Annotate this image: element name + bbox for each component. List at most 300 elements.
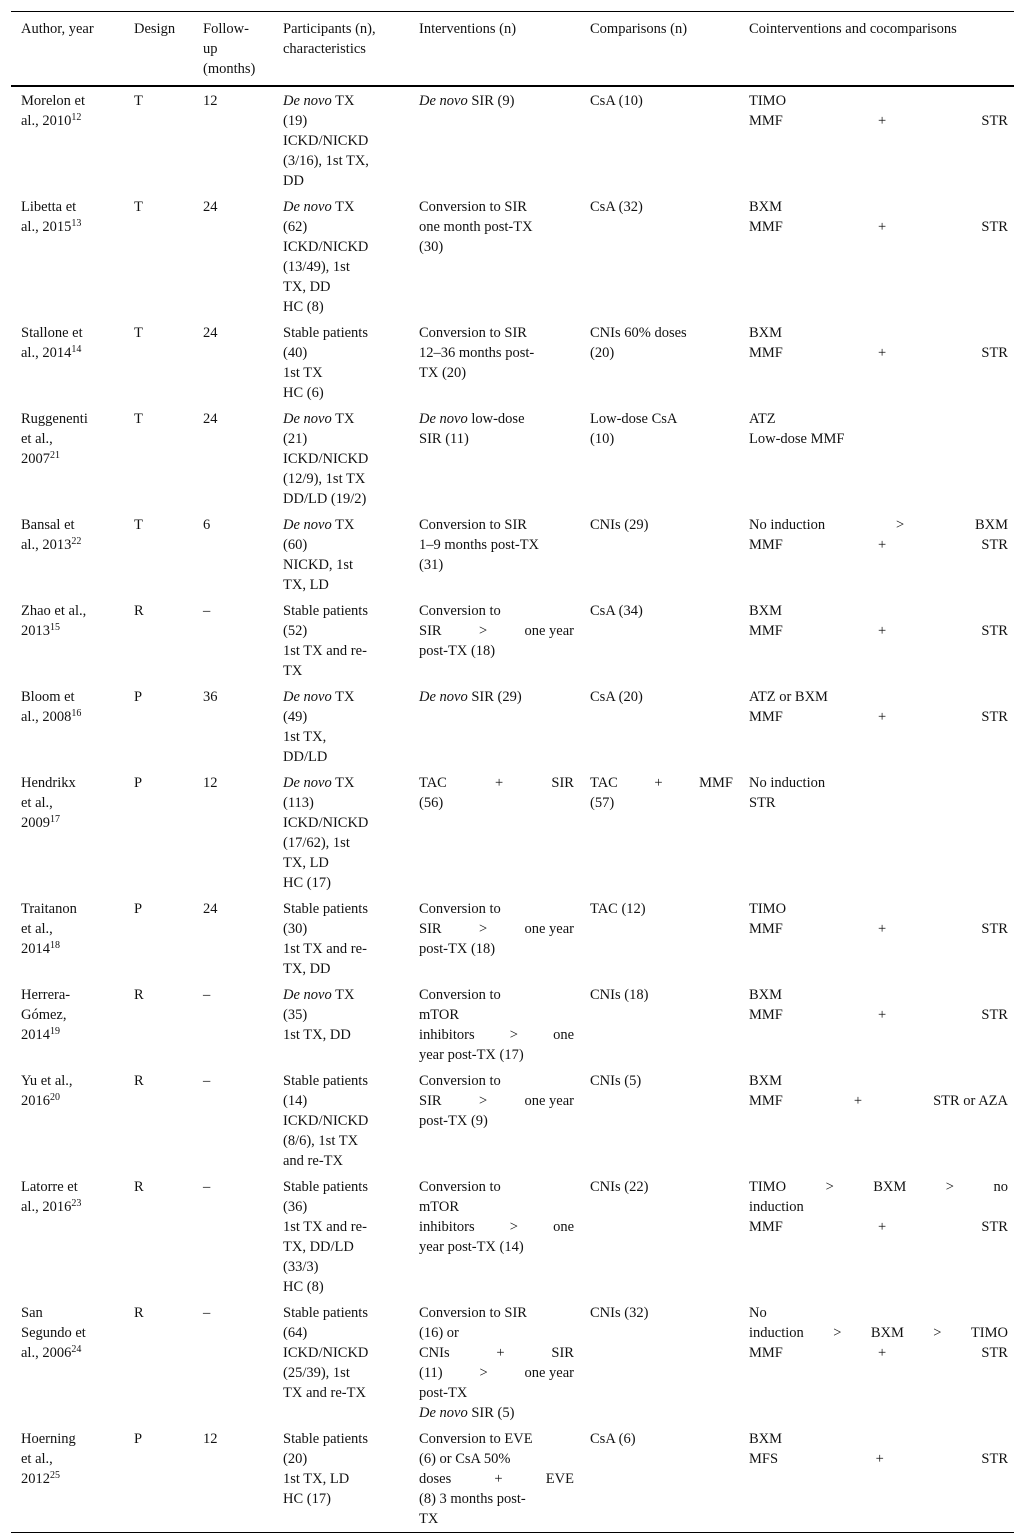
justified-line [749,1177,1008,1197]
cell-text: ICKD/NICKD [283,1113,369,1129]
author-cell [11,1300,124,1426]
cell-line [419,939,574,959]
cell-text: Conversion to SIR [419,1305,527,1321]
cell-text: year post-TX (14) [419,1239,524,1255]
cell-text: TX [331,987,355,1003]
cell-text: (49) [283,709,308,725]
cell-text: low-dose [467,411,525,427]
cell-line [283,1489,403,1509]
cell-text: (19) [283,113,308,129]
cell-line [283,621,403,641]
cell-line [419,1303,574,1323]
cell-word: (11) [419,1365,443,1381]
author-cell [11,86,124,194]
comparisons-cell [580,896,739,982]
interventions-cell [409,1068,580,1174]
table-row [11,684,1014,770]
cell-text: mTOR [419,1199,460,1215]
cell-line [283,515,403,535]
table-row [11,1426,1014,1533]
cell-word: MMF [749,219,783,235]
cointerventions-cell [739,194,1014,320]
cell-line [283,217,403,237]
followup-cell: – [203,603,211,619]
cell-text: Low-dose CsA [590,411,678,427]
cell-line [283,1217,403,1237]
cell-text: Conversion to [419,1179,501,1195]
interventions-cell [409,1426,580,1533]
cell-line [590,1303,733,1323]
author-text: et al., [21,795,53,811]
cell-line [283,873,403,893]
cell-word: BXM [873,1179,907,1195]
cell-line [283,601,403,621]
followup-cell: – [203,987,211,1003]
cell-word: + [875,1451,884,1467]
comparisons-cell [580,512,739,598]
header-line: characteristics [283,41,366,57]
cell-line [283,1177,403,1197]
cell-text: TX [331,775,355,791]
interventions-cell [409,598,580,684]
reference-number: 21 [50,450,60,461]
comparisons-cell [580,194,739,320]
cell-line [590,91,733,111]
cell-line [419,515,574,535]
cell-text: (25/39), 1st [283,1365,350,1381]
cointerventions-cell [739,320,1014,406]
column-header [409,12,580,87]
cell-text: ICKD/NICKD [283,239,369,255]
author-line [21,409,118,429]
author-text: 2007 [21,451,50,467]
cell-word: + [878,1219,887,1235]
cell-text: (20) [590,345,615,361]
author-line [21,793,118,813]
cell-word: inhibitors [419,1219,475,1235]
cell-word: STR or AZA [933,1093,1008,1109]
cell-line [283,1237,403,1257]
followup-cell: 12 [203,93,218,109]
cell-text: (6) or CsA 50% [419,1451,511,1467]
cell-word: > [933,1325,942,1341]
cell-line [283,853,403,873]
cell-word: + [495,775,504,791]
cell-text: (30) [419,239,444,255]
table-body [11,86,1014,1533]
author-line [21,1025,118,1045]
cell-word: > [478,623,488,639]
cell-line [283,1197,403,1217]
cell-line [283,363,403,383]
interventions-cell [409,86,580,194]
cell-line [419,1449,574,1469]
cell-word: MMF [749,921,783,937]
cell-line [283,343,403,363]
cell-text: SIR (11) [419,431,469,447]
column-header [193,12,273,87]
reference-number: 19 [50,1026,60,1037]
cell-word: SIR [551,775,574,791]
reference-number: 17 [50,814,60,825]
cell-word: > [509,1027,518,1043]
followup-cell: 24 [203,325,218,341]
author-text: Libetta et [21,199,77,215]
cell-line [283,151,403,171]
cell-text: (35) [283,1007,308,1023]
cell-text: (8/6), 1st TX [283,1133,359,1149]
cell-text: BXM [749,199,783,215]
design-cell: T [134,325,143,341]
cell-text: BXM [749,1431,783,1447]
design-cell: R [134,1179,144,1195]
studies-table [11,11,1014,1533]
interventions-cell [409,982,580,1068]
justified-line [749,621,1008,641]
justified-line [749,1323,1008,1343]
author-text: Yu et al., [21,1073,73,1089]
italic-term: De novo [419,689,468,705]
cell-text: Conversion to [419,1073,501,1089]
table-header [11,12,1014,87]
author-cell [11,684,124,770]
cell-word: + [878,219,887,235]
cell-text: STR [749,795,776,811]
cell-text: post-TX (18) [419,643,496,659]
cell-line [419,217,574,237]
cell-line [419,323,574,343]
cell-line [419,197,574,217]
design-cell: T [134,517,143,533]
author-cell [11,1174,124,1300]
comparisons-cell [580,982,739,1068]
cell-text: (113) [283,795,314,811]
cell-text: (21) [283,431,308,447]
followup-cell: 24 [203,199,218,215]
cointerventions-cell [739,86,1014,194]
cell-word: SIR [419,1093,442,1109]
participants-cell [273,684,409,770]
cell-text: Conversion to SIR [419,325,527,341]
cell-text: ATZ [749,411,776,427]
cell-word: STR [981,113,1008,129]
cell-word: one year [524,1365,574,1381]
table-row [11,1174,1014,1300]
cell-text: post-TX [419,1385,468,1401]
cell-line [749,1197,1008,1217]
cell-word: + [494,1471,503,1487]
cell-line [283,1111,403,1131]
italic-term: De novo [283,689,332,705]
cell-line [419,1237,574,1257]
cell-text: TIMO [749,93,787,109]
cell-line [283,489,403,509]
column-header [273,12,409,87]
cell-text: ICKD/NICKD [283,815,369,831]
author-text: Bansal et [21,517,75,533]
followup-cell: 24 [203,411,218,427]
justified-line [749,343,1008,363]
cell-word: TIMO [970,1325,1008,1341]
cell-line [283,1383,403,1403]
cell-text: HC (17) [283,875,331,891]
cell-word: + [878,345,887,361]
italic-term: De novo [419,411,468,427]
cell-line [283,939,403,959]
cell-word: MMF [749,1345,783,1361]
comparisons-cell [580,770,739,896]
cell-text: NICKD, 1st [283,557,354,573]
table-row [11,982,1014,1068]
cell-text: HC (8) [283,1279,324,1295]
reference-number: 25 [50,1470,60,1481]
cell-text: TX, LD [283,577,329,593]
cell-text: No [749,1305,767,1321]
cell-text: CsA (34) [590,603,643,619]
header-line: Follow- [203,21,249,37]
cell-line [419,1045,574,1065]
cell-text: CsA (10) [590,93,643,109]
cell-text: TX, DD/LD [283,1239,354,1255]
author-line [21,449,118,469]
author-cell [11,1068,124,1174]
cell-line [590,343,733,363]
author-text: Hoerning [21,1431,76,1447]
author-cell [11,320,124,406]
author-line [21,217,118,237]
cell-line [590,1429,733,1449]
table-row [11,1068,1014,1174]
cell-word: doses [419,1471,452,1487]
cell-text: (64) [283,1325,308,1341]
cell-text: (60) [283,537,308,553]
author-text: et al., [21,1451,53,1467]
cell-line [590,985,733,1005]
cell-word: + [878,921,887,937]
author-text: Traitanon [21,901,77,917]
cell-word: TIMO [749,1179,787,1195]
cell-line [419,899,574,919]
cell-line [283,555,403,575]
author-cell [11,598,124,684]
author-line [21,621,118,641]
author-cell [11,1426,124,1533]
comparisons-cell [580,684,739,770]
cell-line [749,429,1008,449]
author-text: al., 2015 [21,219,72,235]
author-line [21,985,118,1005]
cell-text: SIR (5) [467,1405,515,1421]
author-line [21,1343,118,1363]
cell-text: CNIs (18) [590,987,649,1003]
justified-line [749,535,1008,555]
cell-word: + [878,1007,887,1023]
cell-line [283,833,403,853]
comparisons-cell [580,86,739,194]
cell-line [283,1151,403,1171]
cointerventions-cell [739,1068,1014,1174]
cell-line [283,747,403,767]
justified-line [419,1217,574,1237]
participants-cell [273,1174,409,1300]
cell-text: CNIs (32) [590,1305,649,1321]
author-text: Herrera- [21,987,71,1003]
cell-line [283,323,403,343]
cell-text: Stable patients [283,603,368,619]
author-line [21,1449,118,1469]
header-row [11,12,1014,87]
cell-line [283,449,403,469]
reference-number: 14 [71,344,82,355]
table-row [11,512,1014,598]
participants-cell [273,512,409,598]
cell-text: Stable patients [283,1305,368,1321]
reference-number: 15 [50,622,60,633]
cell-text: Stable patients [283,1431,368,1447]
cell-line [283,197,403,217]
cell-line [283,575,403,595]
cell-line [419,601,574,621]
cell-word: MMF [749,345,783,361]
header-line: Participants (n), [283,21,376,37]
cell-text: post-TX (18) [419,941,496,957]
cell-line [283,1449,403,1469]
cell-text: Conversion to [419,901,501,917]
cell-text: Low-dose MMF [749,431,845,447]
cell-word: MMF [749,1093,783,1109]
header-line: Design [134,21,176,37]
interventions-cell [409,896,580,982]
cell-text: ATZ or BXM [749,689,828,705]
cell-text: 1st TX and re- [283,941,367,957]
cointerventions-cell [739,1426,1014,1533]
design-cell: P [134,1431,143,1447]
cell-text: TX, LD [283,855,329,871]
participants-cell [273,896,409,982]
reference-number: 18 [50,940,60,951]
cell-line [419,343,574,363]
justified-line [749,111,1008,131]
author-line [21,1303,118,1323]
cell-line [283,1323,403,1343]
reference-number: 20 [50,1092,60,1103]
italic-term: De novo [283,199,332,215]
justified-line [419,1343,574,1363]
cell-word: > [895,517,905,533]
cell-word: > [478,1093,488,1109]
author-text: al., 2006 [21,1345,72,1361]
justified-line [419,773,574,793]
cell-word: MMF [699,775,733,791]
cell-word: STR [981,921,1008,937]
cell-text: year post-TX (17) [419,1047,524,1063]
cell-line [419,237,574,257]
cell-text: (3/16), 1st TX, [283,153,369,169]
column-header [11,12,124,87]
cell-word: + [878,113,887,129]
justified-line [749,1217,1008,1237]
cell-line [419,1489,574,1509]
design-cell: R [134,1073,144,1089]
followup-cell: – [203,1305,211,1321]
justified-line [419,1025,574,1045]
design-cell: R [134,987,144,1003]
cell-line [283,919,403,939]
header-line: Interventions (n) [419,21,517,37]
interventions-cell [409,684,580,770]
italic-term: De novo [283,517,332,533]
cell-text: (36) [283,1199,308,1215]
italic-term: De novo [283,987,332,1003]
cell-line [419,687,574,707]
cell-word: SIR [551,1345,574,1361]
cell-text: post-TX (9) [419,1113,488,1129]
cell-text: (10) [590,431,615,447]
cell-word: TAC [419,775,447,791]
author-cell [11,982,124,1068]
cell-text: TX [331,517,355,533]
cell-text: BXM [749,987,783,1003]
author-text: Segundo et [21,1325,86,1341]
author-text: Gómez, [21,1007,67,1023]
design-cell: R [134,1305,144,1321]
cell-word: SIR [419,921,442,937]
cell-text: 1st TX and re- [283,643,367,659]
cell-word: + [853,1093,863,1109]
author-line [21,323,118,343]
comparisons-cell [580,1068,739,1174]
cell-line [749,985,1008,1005]
cell-line [283,1277,403,1297]
cell-word: No induction [749,517,826,533]
cell-line [419,793,574,813]
author-line [21,1005,118,1025]
cell-text: (16) or [419,1325,459,1341]
cell-line [590,323,733,343]
design-cell: P [134,775,143,791]
justified-line [590,773,733,793]
author-text: Zhao et al., [21,603,87,619]
cell-text: TX (20) [419,365,467,381]
cointerventions-cell [739,598,1014,684]
cell-line [283,535,403,555]
followup-cell: 36 [203,689,218,705]
cell-word: no [993,1179,1008,1195]
cell-line [419,985,574,1005]
cell-word: one [553,1027,574,1043]
cell-word: one year [524,1093,574,1109]
cell-text: ICKD/NICKD [283,133,369,149]
participants-cell [273,194,409,320]
column-header [739,12,1014,87]
comparisons-cell [580,320,739,406]
author-text: al., 2010 [21,113,72,129]
cell-text: Stable patients [283,901,368,917]
author-line [21,1197,118,1217]
cell-line [419,641,574,661]
cell-line [419,535,574,555]
cell-text: CNIs (29) [590,517,649,533]
cell-line [419,1429,574,1449]
column-header [580,12,739,87]
cell-text: one month post-TX [419,219,533,235]
author-text: 2009 [21,815,50,831]
cell-text: 1st TX, [283,729,327,745]
cell-text: BXM [749,325,783,341]
cell-line [590,793,733,813]
cell-line [283,793,403,813]
cell-line [419,1177,574,1197]
